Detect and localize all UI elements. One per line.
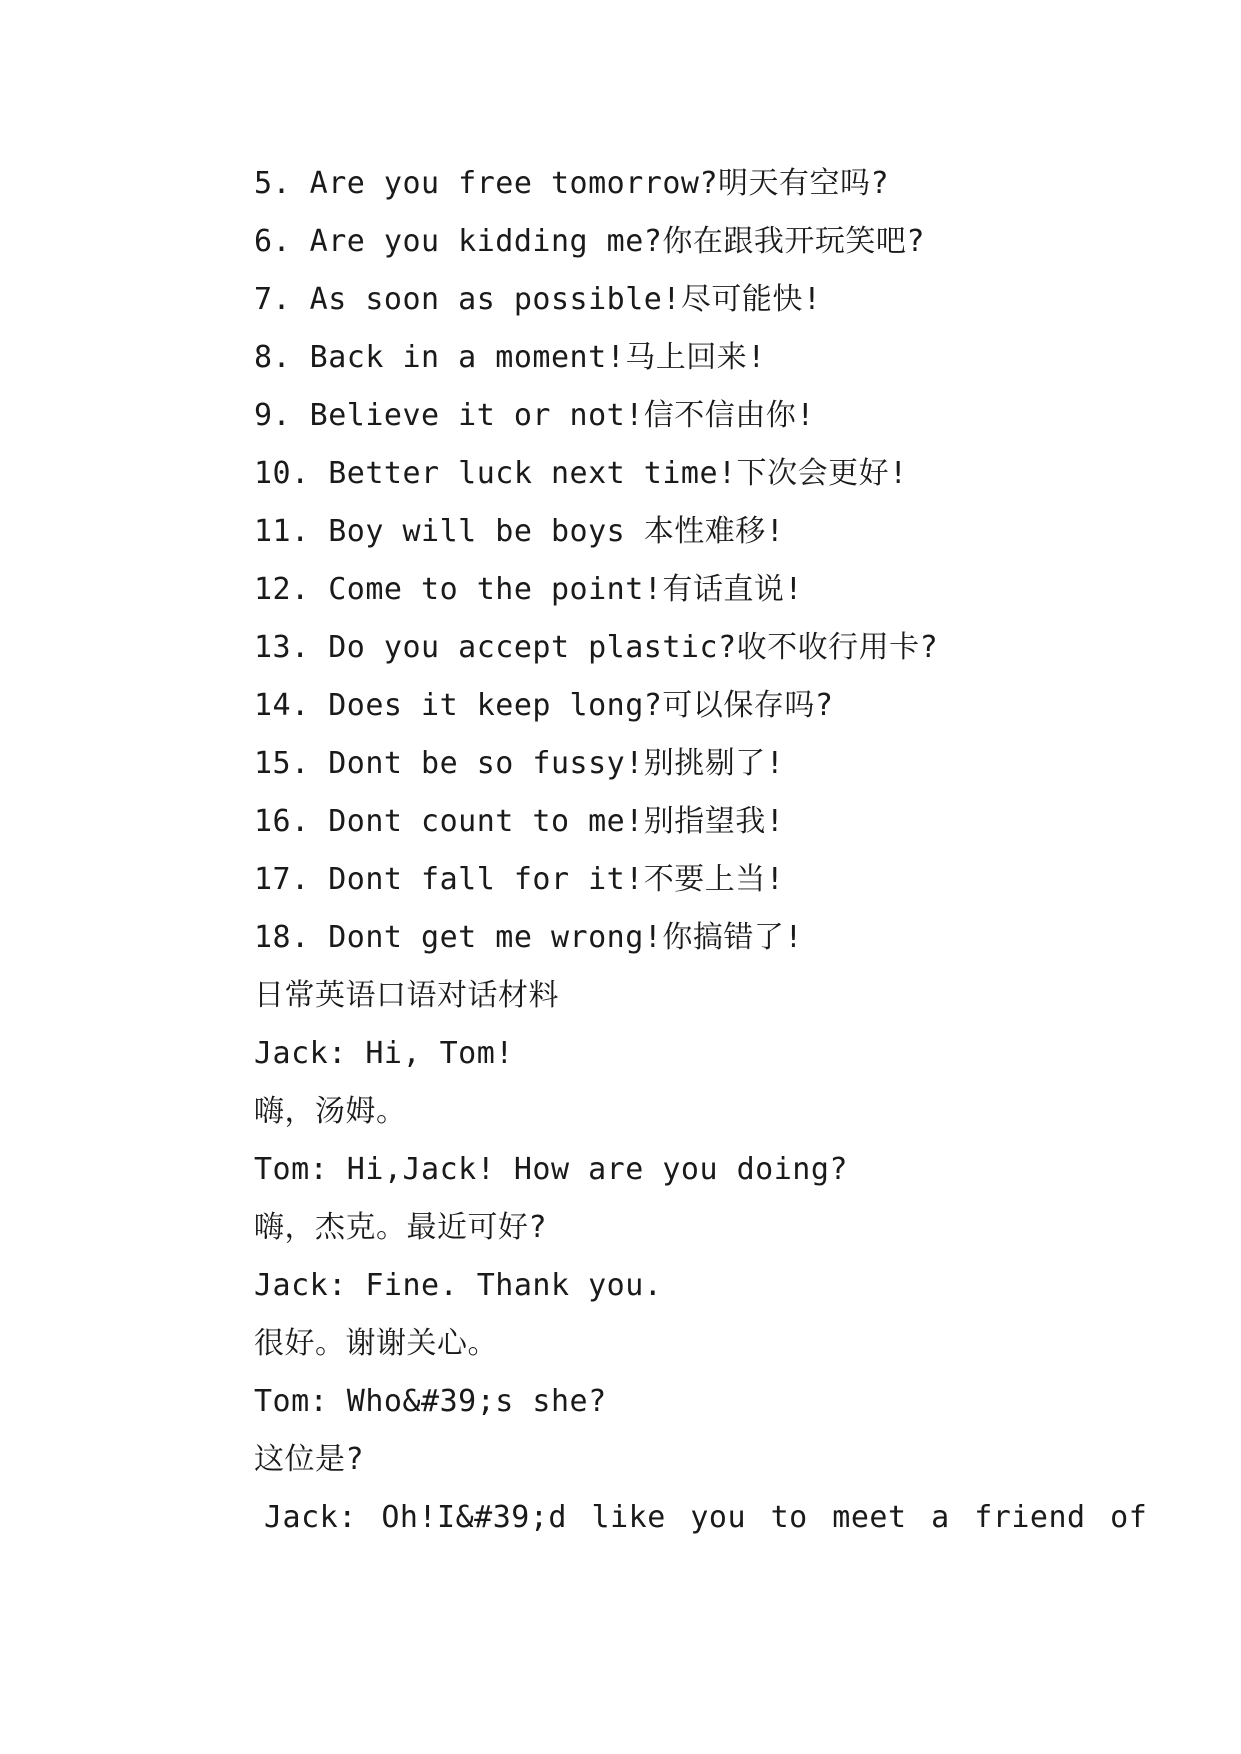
phrase-line-15: 15. Dont be so fussy!别挑剔了! (254, 746, 785, 781)
phrase-line-16: 16. Dont count to me!别指望我! (254, 804, 785, 839)
phrase-line-13: 13. Do you accept plastic?收不收行用卡? (254, 630, 939, 665)
phrase-line-8: 8. Back in a moment!马上回来! (254, 340, 766, 375)
phrase-line-10: 10. Better luck next time!下次会更好! (254, 456, 908, 491)
phrase-line-11: 11. Boy will be boys 本性难移! (254, 514, 785, 549)
document-body (254, 162, 1154, 1554)
dialogue-translation-4: 这位是? (254, 1442, 365, 1477)
dialogue-translation-3: 很好。谢谢关心。 (254, 1326, 498, 1361)
phrase-line-18: 18. Dont get me wrong!你搞错了! (254, 920, 803, 955)
dialogue-translation-1: 嗨，汤姆。 (254, 1094, 407, 1129)
section-heading: 日常英语口语对话材料 (254, 978, 559, 1013)
dialogue-line-4: Tom: Who&#39;s she? (254, 1384, 607, 1419)
phrase-line-9: 9. Believe it or not!信不信由你! (254, 398, 815, 433)
dialogue-line-5: Jack: Oh!I&#39;d like you to meet a friend of (264, 1500, 1148, 1535)
dialogue-translation-2: 嗨，杰克。最近可好? (254, 1210, 548, 1245)
dialogue-line-1: Jack: Hi, Tom! (254, 1036, 514, 1071)
phrase-line-6: 6. Are you kidding me?你在跟我开玩笑吧? (254, 224, 925, 259)
dialogue-line-3: Jack: Fine. Thank you. (254, 1268, 663, 1303)
phrase-line-12: 12. Come to the point!有话直说! (254, 572, 803, 607)
phrase-line-5: 5. Are you free tomorrow?明天有空吗? (254, 166, 890, 201)
phrase-line-7: 7. As soon as possible!尽可能快! (254, 282, 822, 317)
dialogue-line-2: Tom: Hi,Jack! How are you doing? (254, 1152, 848, 1187)
phrase-line-14: 14. Does it keep long?可以保存吗? (254, 688, 834, 723)
phrase-line-17: 17. Dont fall for it!不要上当! (254, 862, 785, 897)
